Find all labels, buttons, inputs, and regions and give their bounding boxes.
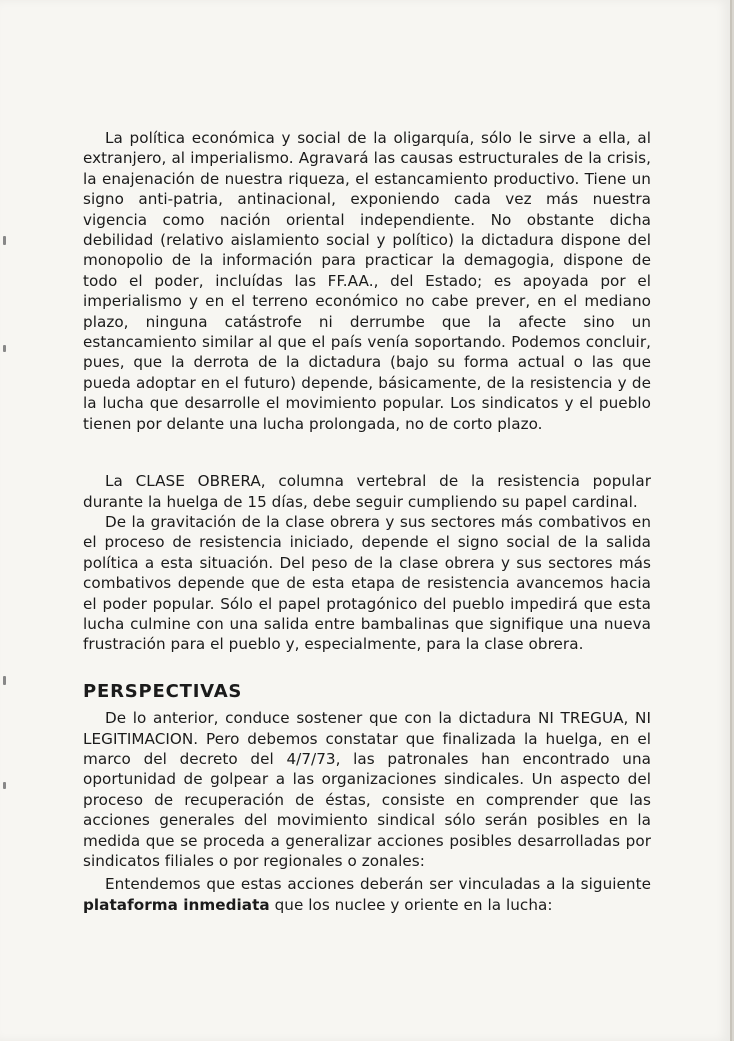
paragraph-oligarchy-policy: La política económica y social de la oligarquía, sólo le sirve a ella, al extranjero, al imperialismo. Agravará las causas estructurales de la crisis, la enajenación de nuestra riqueza, el estancamiento productivo. Tiene un signo anti-patria, antinacional, exponiendo cada vez más nuestra vigencia como nación oriental independiente. No obstante dicha debilidad (relativo aislamiento social y político) la dictadura dispone del monopolio de la información para practicar la demagogia, dispone de todo el poder, incluídas las FF.AA., del Estado; es apoyada por el imperialismo y en el terreno económico no cabe prever, en el mediano plazo, ninguna catástrofe ni derrumbe que la afecte sino un estancamiento similar al que el país venía soportando. Podemos concluir, pues, que la derrota de la dictadura (bajo su forma actual o las que pueda adoptar en el futuro) depende, básicamente, de la resistencia y de la lucha que desarrolle el movimiento popular. Los sindicatos y el pueblo tienen por delante una lucha prolongada, no de corto plazo. xyxy=(83,129,651,433)
paragraph-working-class: La CLASE OBRERA, columna vertebral de la resistencia popular durante la huelga de 15 días, debe seguir cumpliendo su papel cardinal. xyxy=(83,472,651,511)
margin-mark xyxy=(3,236,6,245)
section-heading: PERSPECTIVAS xyxy=(83,680,243,702)
margin-mark xyxy=(3,782,6,789)
platform-intro-text: Entendemos que estas acciones deberán ser vinculadas a la siguiente xyxy=(105,875,651,894)
platform-outro-text: que los nuclee y oriente en la lucha: xyxy=(269,895,553,914)
paragraph-gravitation: De la gravitación de la clase obrera y sus sectores más combativos en el proceso de resistencia iniciado, depende el signo social de la salida política a esta situación. Del peso de la clase obrera y sus sectores más combativos depende que de esta etapa de resistencia avancemos hacia el poder popular. Sólo el papel protagónico del pueblo impedirá que esta lucha culmine con una salida entre bambalinas que signifique una nueva frustración para el pueblo y, especialmente, para la clase obrera. xyxy=(83,512,651,654)
margin-mark xyxy=(3,676,6,685)
platform-bold-text: plataforma inmediata xyxy=(83,895,270,914)
paragraph-no-truce: De lo anterior, conduce sostener que con la dictadura NI TREGUA, NI LEGITIMACION. Pero debemos constatar que finalizada la huelga, en el marco del decreto del 4/7/73, las patronales han encontrado una oportunidad de golpear a las organizaciones sindicales. Un aspecto del proceso de recuperación de éstas, consiste en comprender que las acciones generales del movimiento sindical sólo serán posibles en la medida que se proceda a generalizar acciones posibles desarrolladas por sindicatos filiales o por regionales o zonales: xyxy=(83,709,651,870)
paragraph-platform xyxy=(83,874,651,915)
margin-mark xyxy=(3,345,6,352)
document-body xyxy=(83,128,651,915)
